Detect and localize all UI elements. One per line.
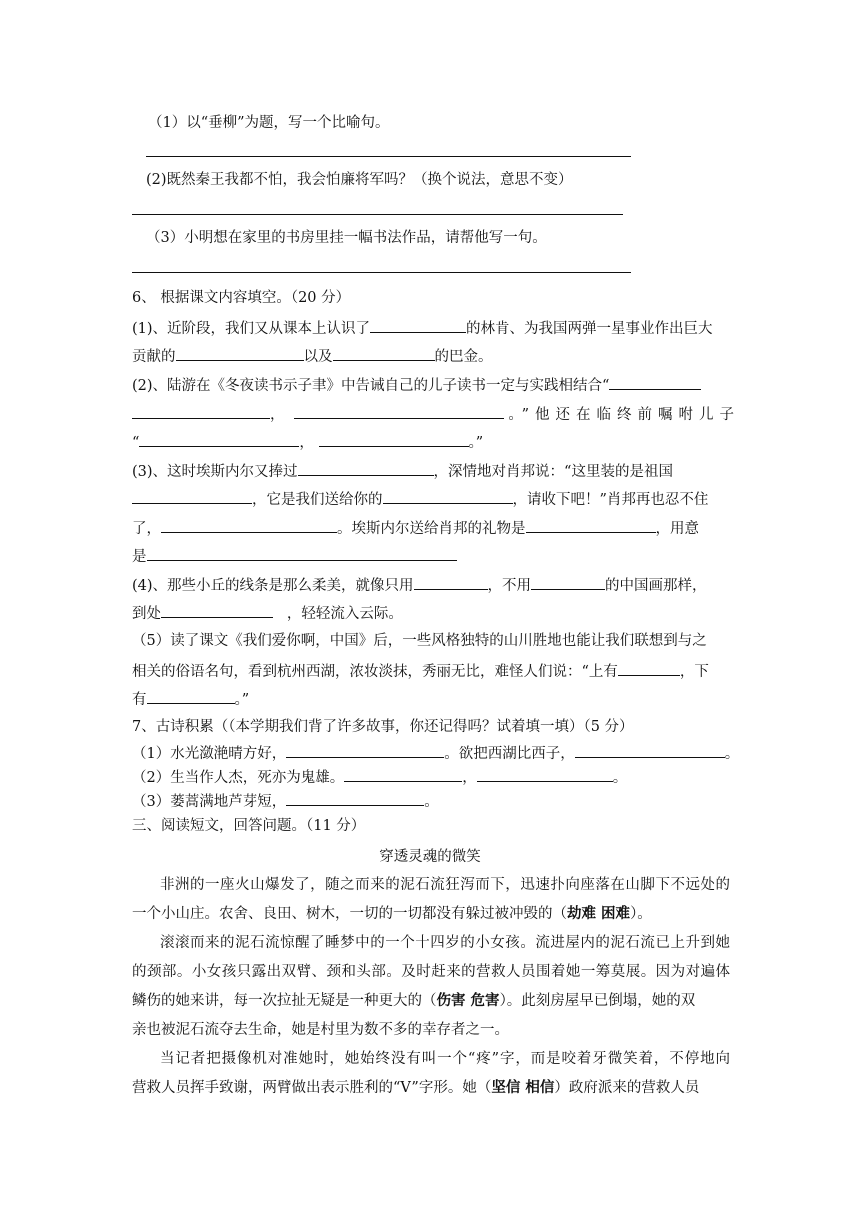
- q6-heading: 6、 根据课文内容填空。（20 分）: [132, 290, 351, 306]
- p2l3c: ）。此刻房屋早已倒塌，她的双: [499, 993, 696, 1009]
- passage-p1-line1: 非洲的一座火山爆发了，随之而来的泥石流狂泻而下，迅速扑向座落在山脚下不远处的: [160, 877, 730, 893]
- q6-s5e: 。”: [234, 692, 250, 708]
- blank[interactable]: [161, 602, 273, 618]
- word-choice-2[interactable]: 伤害 危害: [436, 992, 500, 1009]
- q6-s2-line3: [132, 431, 483, 453]
- q7-p1a: （1）水光潋滟晴方好，: [132, 746, 287, 762]
- passage-p2-line3: [132, 991, 695, 1011]
- section3-heading: 三、阅读短文，回答问题。（11 分）: [132, 818, 366, 834]
- q6-s5-line3: [132, 688, 249, 710]
- blank[interactable]: [132, 488, 252, 504]
- q6-s1c: 贡献的: [132, 349, 176, 365]
- q6-s5d: 有: [132, 692, 147, 708]
- passage-p1-line2: [132, 904, 652, 924]
- blank[interactable]: [319, 431, 469, 447]
- q7-p2c: 。: [612, 770, 628, 786]
- q6-s5b: 相关的俗语名句，看到杭州西湖，浓妆淡抹，秀丽无比，难怪人们说：“上有: [132, 664, 618, 680]
- q6-s5c: ，下: [679, 664, 709, 680]
- p1l2a: 一个小山庄。农舍、良田、树木，一切的一切都没有躲过被冲毁的（: [132, 906, 567, 922]
- q7-p2a: （2）生当作人杰，死亦为鬼雄。: [132, 770, 345, 786]
- q7-p3a: （3）蒌蒿满地芦芽短，: [132, 794, 287, 810]
- q6-s3-line3: [132, 517, 699, 539]
- q6-s1-line2: [132, 345, 493, 367]
- blank[interactable]: [477, 766, 613, 782]
- passage-p2-line4: 亲也被泥石流夺去生命，她是村里为数不多的幸存者之一。: [132, 1022, 509, 1038]
- passage-p2-line1: 滚滚而来的泥石流惊醒了睡梦中的一个十四岁的小女孩。流进屋内的泥石流已上升到她: [160, 935, 730, 951]
- answer-line-1[interactable]: [146, 156, 631, 157]
- q6-s1b: 的林肯、为我国两弹一星事业作出巨大: [466, 321, 713, 337]
- blank[interactable]: [333, 345, 435, 361]
- q6-s1-line1: [132, 317, 713, 339]
- blank[interactable]: [132, 403, 270, 419]
- p2l3a: 鳞伤的她来讲，每一次拉扯无疑是一种更大的（: [132, 993, 437, 1009]
- blank[interactable]: [609, 374, 701, 390]
- blank[interactable]: [526, 517, 656, 533]
- q5-item-1: （1）以“垂柳”为题，写一个比喻句。: [148, 115, 390, 131]
- blank[interactable]: [298, 460, 434, 476]
- q6-s4d: 到处: [132, 606, 161, 622]
- q6-s2b: ，: [270, 407, 285, 423]
- blank[interactable]: [294, 403, 504, 419]
- blank[interactable]: [139, 431, 299, 447]
- blank[interactable]: [161, 517, 337, 533]
- q7-poem-3: [132, 790, 439, 812]
- blank[interactable]: [370, 317, 466, 333]
- q6-s4c: 的中国画那样，: [605, 578, 707, 594]
- blank[interactable]: [147, 688, 235, 704]
- word-choice-1[interactable]: 劫难 困难: [567, 905, 631, 922]
- q6-s2-line1: [132, 374, 701, 396]
- passage-p3-line2: [132, 1078, 699, 1098]
- blank[interactable]: [286, 742, 444, 758]
- q7-poem-1: [132, 742, 739, 764]
- q6-s3-line4: [132, 545, 457, 567]
- q6-s5-line1: （5）读了课文《我们爱你啊，中国》后，一些风格独特的山川胜地也能让我们联想到与之: [132, 633, 707, 649]
- q6-s2e: ，: [299, 435, 314, 451]
- q6-s3c: ，它是我们送给你的: [252, 492, 383, 508]
- q7-p1c: 。: [724, 746, 740, 762]
- q6-s4a: (4)、那些小丘的线条是那么柔美，就像只用: [132, 578, 414, 594]
- q5-item-2: (2)既然秦王我都不怕，我会怕廉将军吗？（换个说法，意思不变）: [146, 172, 573, 188]
- blank[interactable]: [383, 488, 513, 504]
- q6-s2-line2: [132, 403, 740, 425]
- word-choice-3[interactable]: 坚信 相信: [491, 1079, 555, 1096]
- blank[interactable]: [176, 345, 304, 361]
- q6-s4-line2: [132, 602, 403, 624]
- q6-s4-line1: [132, 574, 707, 596]
- passage-title: 穿透灵魂的微笑: [379, 849, 481, 865]
- q7-p2b: ，: [462, 770, 477, 786]
- blank[interactable]: [344, 766, 462, 782]
- q6-s4e: ，轻轻流入云际。: [286, 606, 403, 622]
- q6-s2c: 。”他还在临终前嘱咐儿子: [508, 407, 740, 423]
- q6-s3d: ，请收下吧！”肖邦再也忍不住: [512, 492, 709, 508]
- passage-p3-line1: 当记者把摄像机对准她时，她始终没有叫一个“疼”字，而是咬着牙微笑着，不停地向: [160, 1051, 730, 1067]
- q7-p1b: 。欲把西湖比西子，: [444, 746, 575, 762]
- blank[interactable]: [414, 574, 488, 590]
- answer-line-3[interactable]: [132, 272, 631, 273]
- q6-s3h: 是: [132, 549, 147, 565]
- q7-poem-2: [132, 766, 627, 788]
- blank[interactable]: [531, 574, 605, 590]
- answer-line-2[interactable]: [132, 214, 623, 215]
- blank[interactable]: [618, 660, 680, 676]
- q6-s4b: ，不用: [487, 578, 532, 594]
- p3l2c: ）政府派来的营救人员: [554, 1080, 700, 1096]
- q6-s3e: 了，: [132, 521, 161, 537]
- q6-s2d: “: [132, 435, 140, 451]
- q7-p3b: 。: [424, 794, 439, 810]
- q6-s1e: 的巴金。: [434, 349, 493, 365]
- q7-heading: 7、古诗积累（（本学期我们背了许多故事，你还记得吗？试着填一填）（5 分）: [132, 719, 634, 735]
- q6-s3-line2: [132, 488, 708, 510]
- p3l2a: 营救人员挥手致谢，两臂做出表示胜利的“V”字形。她（: [132, 1080, 492, 1096]
- q6-s2f: 。”: [468, 435, 484, 451]
- q6-s3g: ，用意: [655, 521, 699, 537]
- blank[interactable]: [147, 545, 457, 561]
- p1l2c: ）。: [630, 906, 652, 922]
- q6-s5-line2: [132, 660, 709, 682]
- blank[interactable]: [575, 742, 725, 758]
- q6-s3-line1: [132, 460, 673, 482]
- q6-s2a: (2)、陆游在《冬夜读书示子聿》中告诫自己的儿子读书一定与实践相结合“: [132, 378, 610, 394]
- q5-item-3: （3）小明想在家里的书房里挂一幅书法作品，请帮他写一句。: [146, 230, 547, 246]
- q6-s3f: 。埃斯内尔送给肖邦的礼物是: [337, 521, 526, 537]
- blank[interactable]: [286, 790, 424, 806]
- q6-s3b: ，深情地对肖邦说：“这里装的是祖国: [433, 464, 673, 480]
- q6-s1d: 以及: [303, 349, 333, 365]
- q6-s1a: (1)、近阶段，我们又从课本上认识了: [132, 321, 371, 337]
- passage-p2-line2: 的颈部。小女孩只露出双臂、颈和头部。及时赶来的营救人员围着她一筹莫展。因为对遍体: [132, 964, 730, 980]
- q6-s3a: (3)、这时埃斯内尔又捧过: [132, 464, 298, 480]
